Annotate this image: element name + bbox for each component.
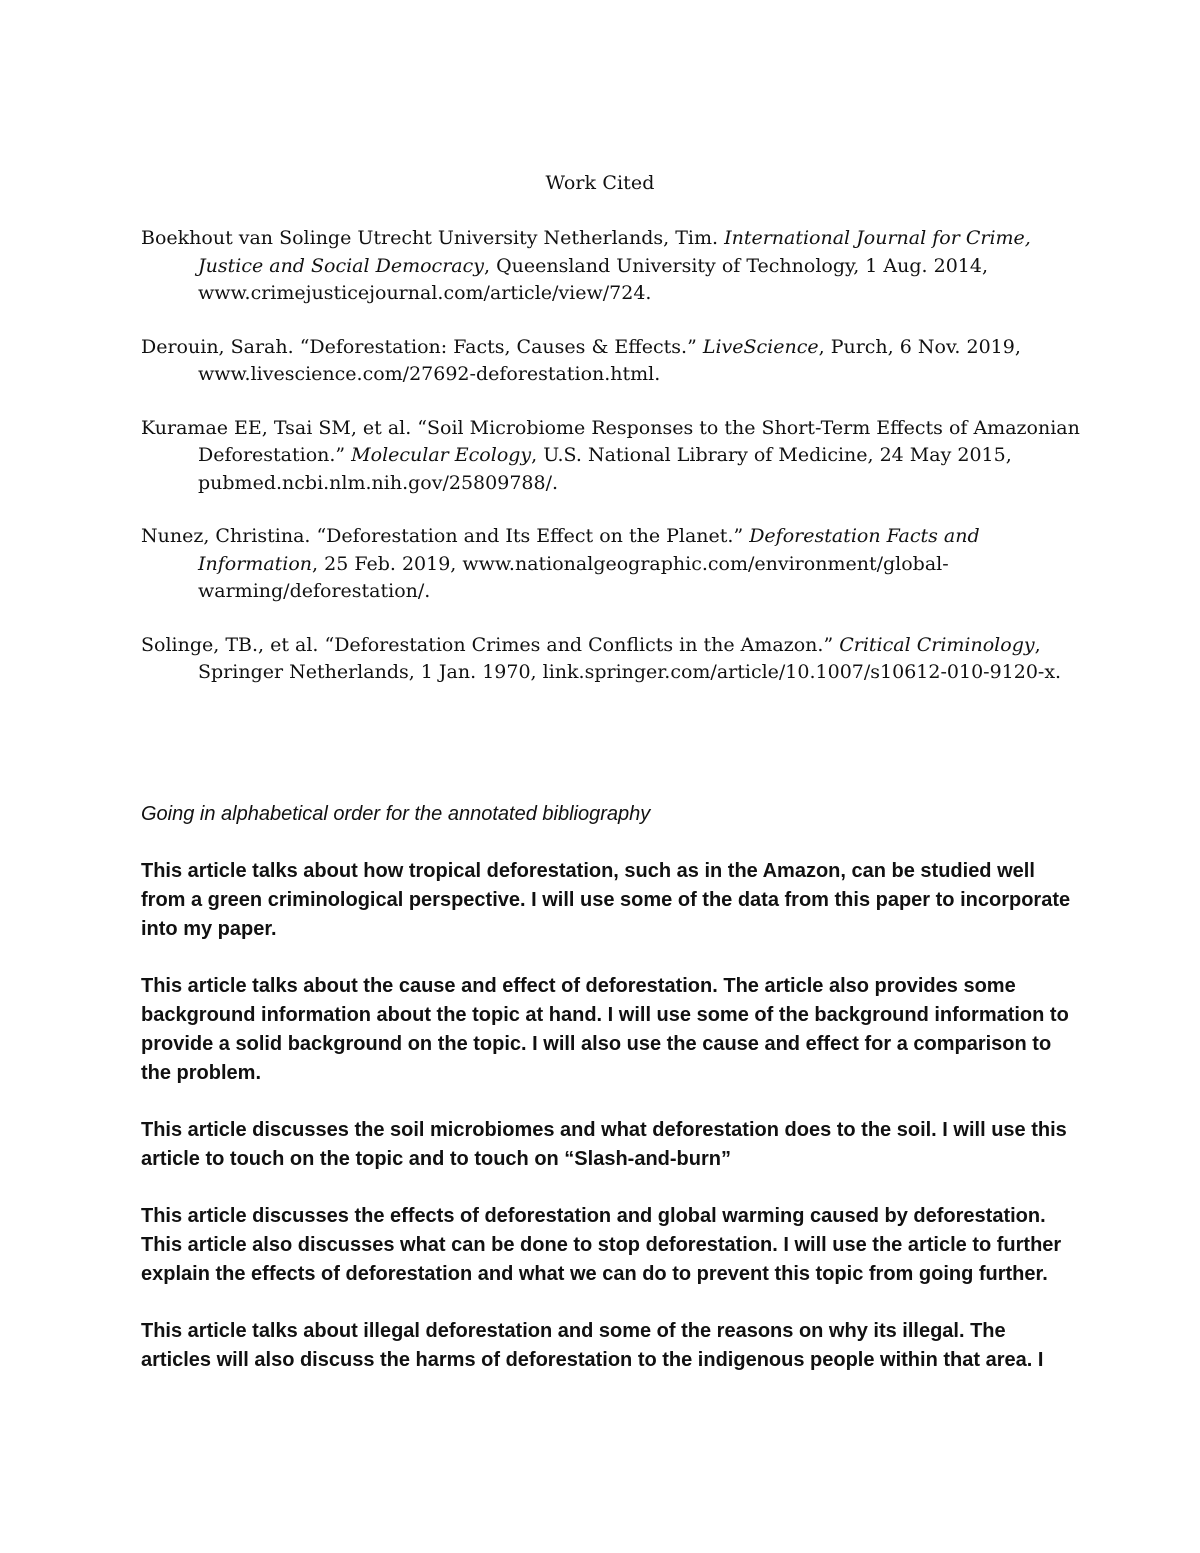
- citation-entry: [141, 523, 1081, 606]
- annotation-heading: Going in alphabetical order for the annotated bibliography: [141, 803, 651, 825]
- page-title: Work Cited: [545, 172, 655, 194]
- annotated-bibliography: [141, 800, 1071, 1403]
- citation-entry: [141, 225, 1081, 308]
- citation-entry: [141, 334, 1081, 389]
- citation-text: Nunez, Christina. “Deforestation and Its Effect on the Planet.”: [141, 525, 750, 547]
- citation-source: Deforestation Facts and Information: [198, 525, 980, 575]
- annotation-paragraph: This article discusses the effects of deforestation and global warming caused by deforestation. This article also discusses what can be done to stop deforestation. I will use the article to further explain the effects of deforestation and what we can do to prevent this topic from going further.: [141, 1205, 1062, 1285]
- citation-source: International Journal for Crime, Justice and Social Democracy: [198, 227, 1031, 277]
- citation-source: Critical Criminology: [839, 633, 1035, 656]
- citation-entry: [141, 415, 1081, 498]
- works-cited-list: [141, 225, 1081, 713]
- citation-details: , Queensland University of Technology, 1 Aug. 2014, www.crimejusticejournal.com/article/view/724.: [198, 254, 989, 304]
- citation-text: Kuramae EE, Tsai SM, et al. “Soil Microbiome Responses to the Short-Term Effects of Amazonian Deforestation.”: [141, 416, 1080, 466]
- citation-details: , U.S. National Library of Medicine, 24 May 2015, pubmed.ncbi.nlm.nih.gov/25809788/.: [198, 444, 1012, 494]
- citation-details: , 25 Feb. 2019, www.nationalgeographic.com/environment/global-warming/deforestation/.: [198, 552, 949, 602]
- annotation-paragraph: This article talks about the cause and effect of deforestation. The article also provides some background information about the topic at hand. I will use some of the background information to provide a solid background on the topic. I will also use the cause and effect for a comparison to the problem.: [141, 975, 1069, 1084]
- citation-entry: [141, 632, 1081, 687]
- citation-text: Solinge, TB., et al. “Deforestation Crimes and Conflicts in the Amazon.”: [141, 633, 840, 656]
- citation-source: Molecular Ecology: [351, 444, 532, 466]
- citation-details: , Springer Netherlands, 1 Jan. 1970, link.springer.com/article/10.1007/s10612-010-9120-x.: [198, 633, 1062, 683]
- annotation-paragraph: This article talks about illegal deforestation and some of the reasons on why its illegal. The articles will also discuss the harms of deforestation to the indigenous people within that area. I: [141, 1320, 1044, 1371]
- annotation-paragraph: This article discusses the soil microbiomes and what deforestation does to the soil. I will use this article to touch on the topic and to touch on “Slash-and-burn”: [141, 1119, 1067, 1170]
- annotation-paragraph: This article talks about how tropical deforestation, such as in the Amazon, can be studied well from a green criminological perspective. I will use some of the data from this paper to incorporate into my paper.: [141, 860, 1071, 940]
- citation-text: Derouin, Sarah. “Deforestation: Facts, Causes & Effects.”: [141, 335, 703, 358]
- citation-details: , Purch, 6 Nov. 2019, www.livescience.com/27692-deforestation.html.: [198, 335, 1021, 385]
- citation-text: Boekhout van Solinge Utrecht University Netherlands, Tim.: [141, 227, 725, 249]
- citation-source: LiveScience: [702, 335, 819, 358]
